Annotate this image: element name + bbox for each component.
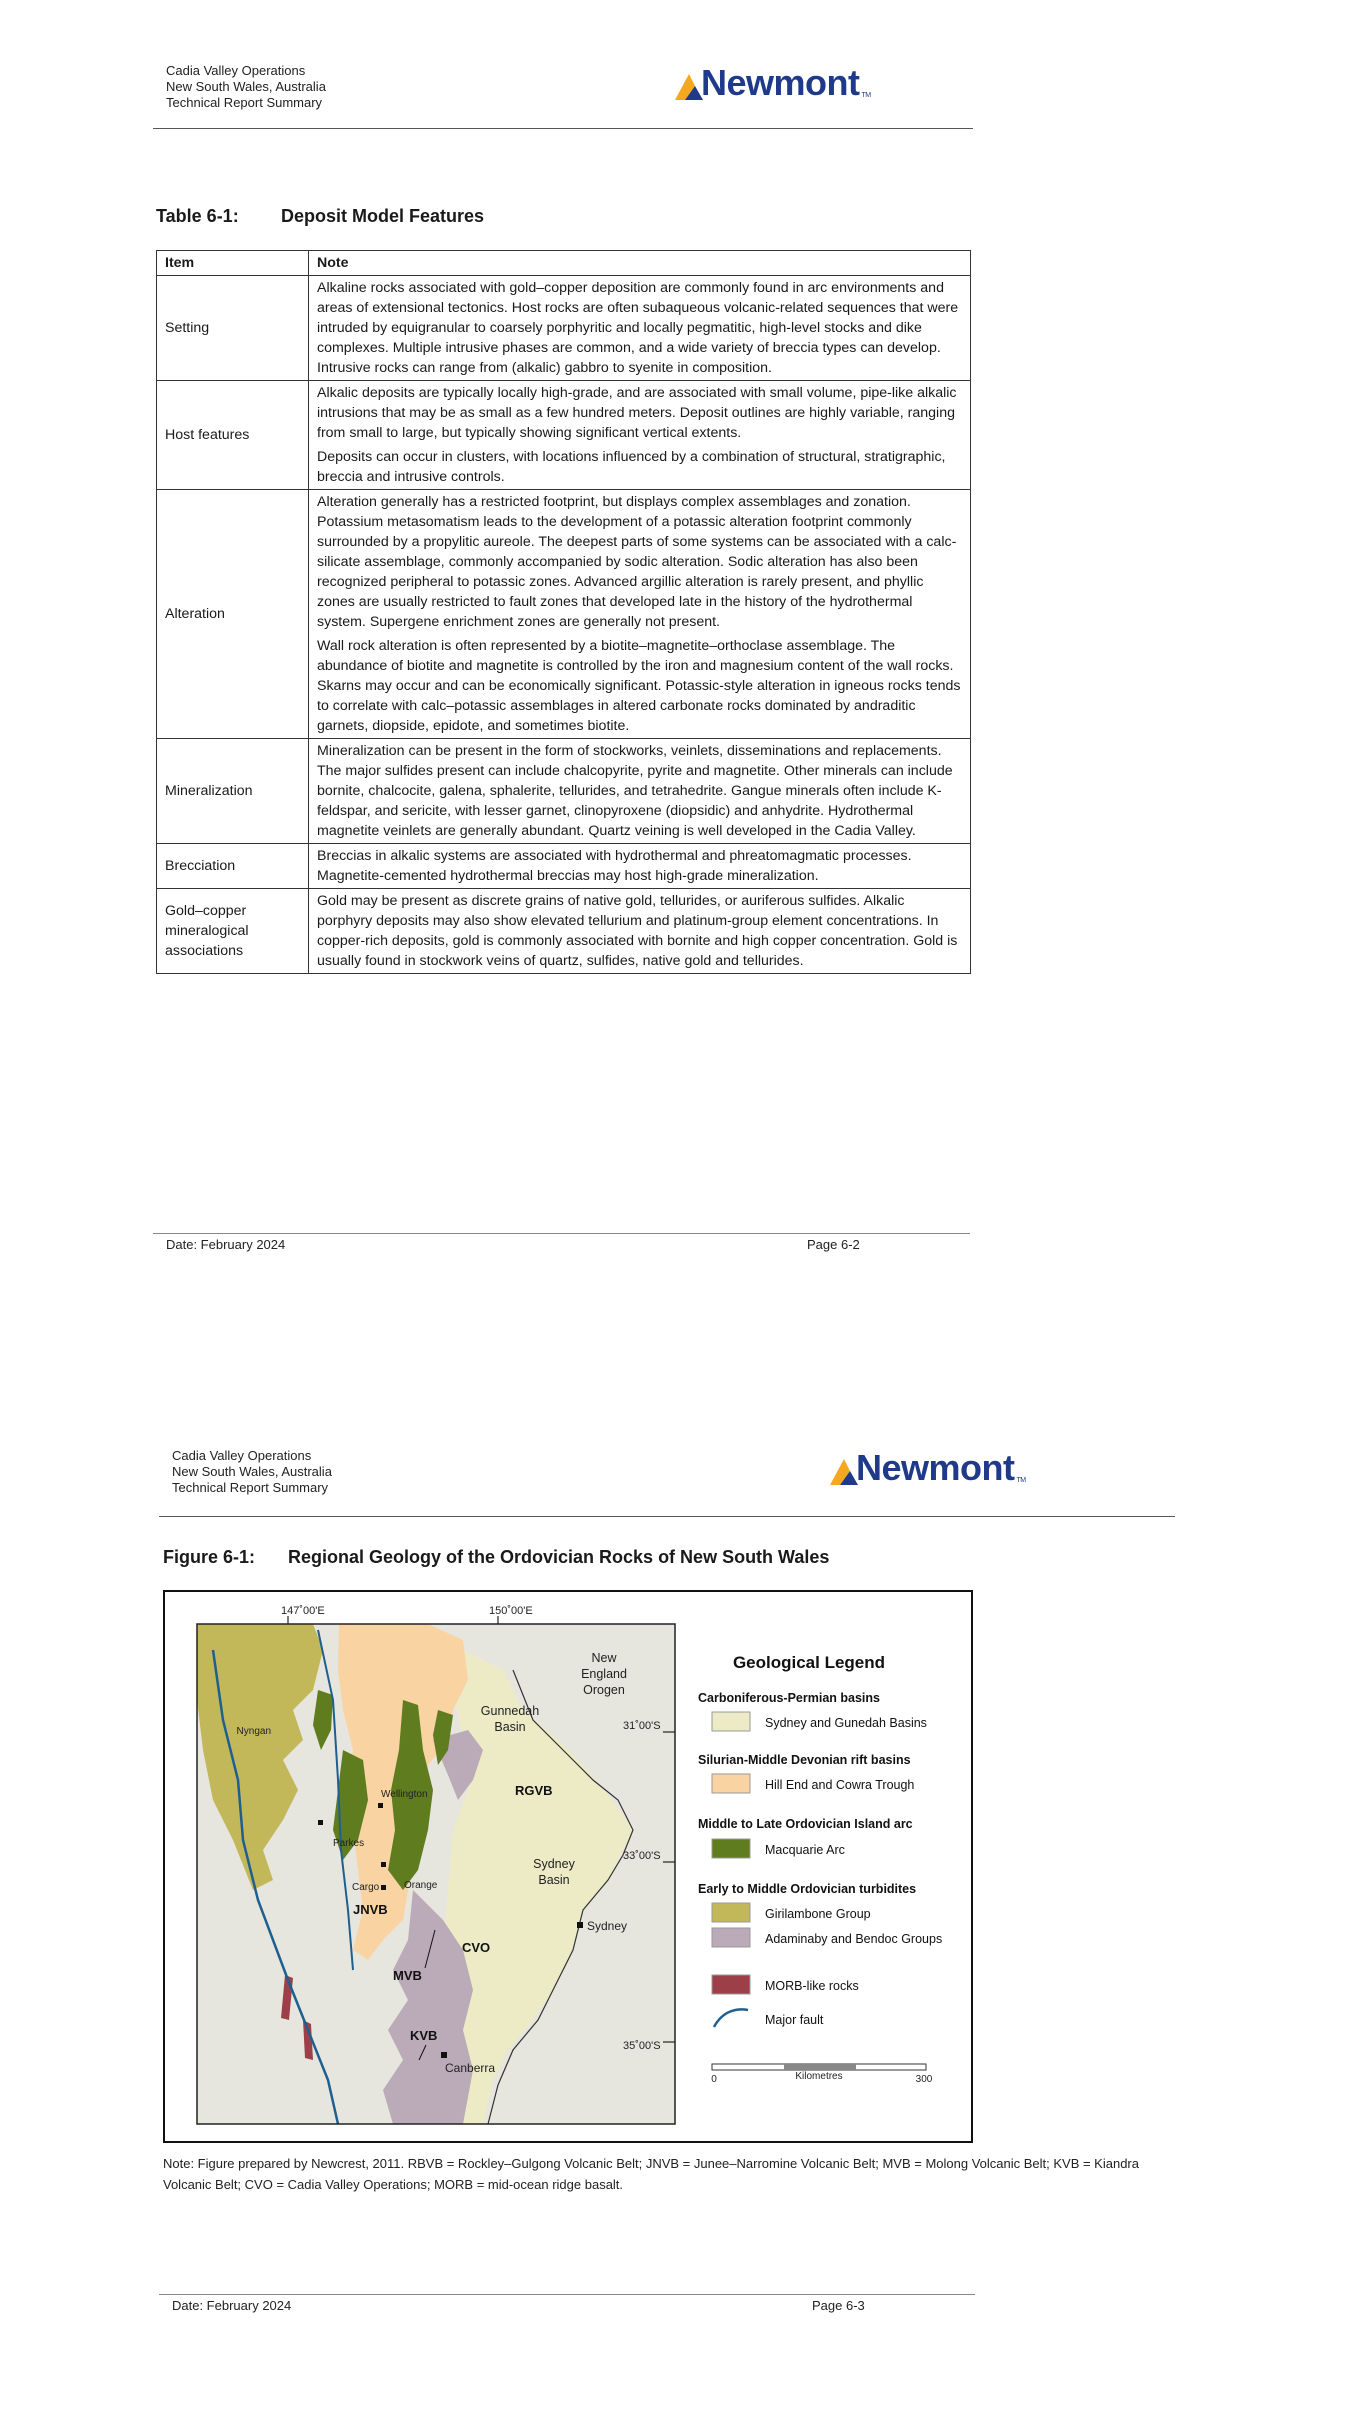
footer-date: Date: February 2024 [166, 1237, 286, 1252]
figure-caption: Regional Geology of the Ordovician Rocks of New South Wales [288, 1547, 830, 1567]
legend-item: MORB-like rocks [765, 1979, 859, 1993]
legend-swatch [712, 1928, 750, 1947]
legend-swatch [712, 1903, 750, 1922]
footer-rule [159, 2294, 975, 2295]
table-row [157, 739, 971, 844]
new-england-label: England [581, 1667, 627, 1681]
regional-geology-figure [163, 1590, 973, 2143]
town-marker [381, 1885, 386, 1890]
deposit-model-table [156, 250, 971, 974]
new-england-label: Orogen [583, 1683, 625, 1697]
note-paragraph: Deposits can occur in clusters, with locations influenced by a combination of structural, stratigraphic, breccia and intrusive controls. [317, 449, 946, 485]
figure-note: Note: Figure prepared by Newcrest, 2011. RBVB = Rockley–Gulgong Volcanic Belt; JNVB = Junee–Narromine Volcanic Belt; MVB = Molong Volcanic Belt; KVB = Kiandra Volcanic Belt; CVO = Cadia Valley Operations; MORB = mid-ocean ridge basalt. [163, 2156, 1139, 2192]
row-item: Host features [157, 381, 309, 490]
table-row [157, 276, 971, 381]
logo-trademark: TM [1016, 1477, 1026, 1484]
note-paragraph: Wall rock alteration is often represented by a biotite–magnetite–orthoclase assemblage. The abundance of biotite and magnetite is controlled by the iron and magnesium content of the wall rocks. Skarns may occur and can be economically significant. Potassic-style alteration in igneous rocks tends to correlate with calc–potassic assemblages in altered carbonate rocks dominated by andraditic garnets, diopside, epidote, and sometimes biotite. [317, 638, 961, 734]
belt-label: MVB [393, 1968, 422, 1983]
note-paragraph: Gold may be present as discrete grains of native gold, tellurides, or auriferous sulfides. Alkalic porphyry deposits may also show elevated tellurium and platinum-group element concentrations. In copper-rich deposits, gold is commonly associated with bornite and high copper concentration. Gold is usually found in stockwork veins of quartz, sulfides, native gold and tellurides. [317, 893, 958, 969]
logo-trademark: TM [861, 92, 871, 99]
town-marker [441, 2052, 447, 2058]
town-label: Nyngan [236, 1726, 271, 1737]
header-line: Technical Report Summary [166, 95, 323, 110]
note-paragraph: Breccias in alkalic systems are associated with hydrothermal and phreatomagmatic processes. Magnetite-cemented hydrothermal breccias may host high-grade mineralization. [317, 848, 912, 884]
page2-header-company [172, 1448, 332, 1496]
legend-heading: Carboniferous-Permian basins [698, 1691, 880, 1705]
legend-item: Adaminaby and Bendoc Groups [765, 1932, 943, 1946]
newmont-logo [675, 62, 871, 104]
lat-label: 31˚00'S [623, 1720, 661, 1732]
belt-label: RGVB [515, 1783, 553, 1798]
table-row [157, 490, 971, 739]
legend-item: Major fault [765, 2013, 824, 2027]
row-item: Setting [157, 276, 309, 381]
row-note [309, 889, 971, 974]
legend-item: Girilambone Group [765, 1907, 871, 1921]
legend-item: Sydney and Gunedah Basins [765, 1716, 927, 1730]
note-paragraph: Alkalic deposits are typically locally high-grade, and are associated with small volume, pipe-like alkalic intrusions that may be as small as a few hundred meters. Deposit outlines are highly variable, ranging from small to large, but typically showing significant vertical extents. [317, 385, 957, 441]
scale-end: 300 [915, 2074, 933, 2085]
table-row [157, 889, 971, 974]
town-label: Cargo [352, 1882, 380, 1893]
figure-title [163, 1547, 829, 1568]
lat-label: 33˚00'S [623, 1850, 661, 1862]
header-line: New South Wales, Australia [166, 79, 326, 94]
header-line: New South Wales, Australia [172, 1464, 332, 1479]
legend-swatch [712, 1975, 750, 1994]
figure-number: Figure 6-1: [163, 1547, 256, 1567]
geology-map [197, 1605, 675, 2124]
town-marker [378, 1803, 383, 1808]
belt-label: KVB [410, 2028, 438, 2043]
legend-heading: Middle to Late Ordovician Island arc [698, 1817, 913, 1831]
column-header-note: Note [309, 251, 971, 276]
town-label: Canberra [445, 2061, 496, 2075]
scale-unit: Kilometres [795, 2071, 843, 2082]
newmont-logo [830, 1447, 1026, 1489]
row-item: Brecciation [157, 844, 309, 889]
table-caption: Deposit Model Features [281, 206, 485, 226]
logo-text: Newmont [856, 1447, 1015, 1488]
sydney-basin-label: Sydney [533, 1857, 575, 1871]
table-title [156, 206, 484, 227]
lat-label: 35˚00'S [623, 2040, 661, 2052]
lon-label: 150˚00'E [489, 1605, 533, 1617]
row-note [309, 844, 971, 889]
legend-swatch [712, 1712, 750, 1731]
table-row [157, 381, 971, 490]
town-label: Orange [404, 1880, 438, 1891]
row-note [309, 381, 971, 490]
footer-rule [153, 1233, 970, 1234]
row-note [309, 490, 971, 739]
footer-date: Date: February 2024 [172, 2298, 292, 2313]
footer-page: Page 6-3 [812, 2298, 865, 2313]
town-marker [577, 1922, 583, 1928]
row-note [309, 276, 971, 381]
legend-item: Hill End and Cowra Trough [765, 1778, 915, 1792]
belt-label: JNVB [353, 1902, 388, 1917]
header-line: Technical Report Summary [172, 1480, 329, 1495]
town-label: Wellington [381, 1789, 428, 1800]
belt-label: CVO [462, 1940, 491, 1955]
row-note [309, 739, 971, 844]
table-number: Table 6-1: [156, 206, 239, 226]
note-paragraph: Alteration generally has a restricted footprint, but displays complex assemblages and zonation. Potassium metasomatism leads to the development of a potassic alteration footprint commonly surrounded by a propylitic aureole. The deepest parts of some systems can be associated with a calc-silicate assemblage, commonly accompanied by sodic alteration. Sodic alteration has also been recognized peripheral to potassic zones. Advanced argillic alteration is rarely present, and phyllic zones are usually restricted to fault zones that developed late in the history of the hydrothermal system. Supergene enrichment zones are generally not present. [317, 494, 957, 630]
scale-start: 0 [711, 2074, 717, 2085]
gunnedah-basin-label: Basin [494, 1720, 526, 1734]
legend-heading: Early to Middle Ordovician turbidites [698, 1882, 917, 1896]
lon-label: 147˚00'E [281, 1605, 325, 1617]
header-rule [159, 1516, 1175, 1517]
footer-page: Page 6-2 [807, 1237, 860, 1252]
table-header-row [157, 251, 971, 276]
column-header-item: Item [157, 251, 309, 276]
town-label: Sydney [587, 1919, 628, 1933]
header-rule [153, 128, 973, 129]
legend-swatch [712, 1774, 750, 1793]
new-england-label: New [591, 1651, 617, 1665]
note-paragraph: Mineralization can be present in the form of stockworks, veinlets, disseminations and replacements. The major sulfides present can include chalcopyrite, pyrite and magnetite. Other minerals can include bornite, chalcocite, galena, sphalerite, tellurides, and tetrahedrite. Gangue minerals often include K-feldspar, and sericite, with lesser garnet, clinopyroxene (diopsidic) and anhydrite. Hydrothermal magnetite veinlets are generally abundant. Quartz veining is well developed in the Cadia Valley. [317, 743, 953, 839]
legend-item: Macquarie Arc [765, 1843, 845, 1857]
town-marker [381, 1862, 386, 1867]
row-item: Gold–copper mineralogical associations [157, 889, 309, 974]
table-row [157, 844, 971, 889]
town-label: Parkes [333, 1838, 365, 1849]
header-line: Cadia Valley Operations [166, 63, 306, 78]
note-paragraph: Alkaline rocks associated with gold–copper deposition are commonly found in arc environments and areas of extensional tectonics. Host rocks are often subaqueous volcanic-related sequences that were intruded by equigranular to coarsely porphyritic and locally pegmatitic, high-level stocks and dike complexes. Multiple intrusive phases are common, and a wide variety of breccia types can develop. Intrusive rocks can range from (alkalic) gabbro to syenite in composition. [317, 280, 959, 376]
page1-header-company [166, 63, 326, 111]
sydney-basin-label: Basin [538, 1873, 570, 1887]
header-line: Cadia Valley Operations [172, 1448, 312, 1463]
gunnedah-basin-label: Gunnedah [480, 1704, 540, 1718]
legend-heading: Silurian-Middle Devonian rift basins [698, 1753, 911, 1767]
logo-text: Newmont [701, 62, 860, 103]
legend-title: Geological Legend [732, 1653, 886, 1672]
scale-bar-segment [784, 2064, 856, 2070]
town-marker [318, 1820, 323, 1825]
row-item: Alteration [157, 490, 309, 739]
legend-swatch [712, 1839, 750, 1858]
row-item: Mineralization [157, 739, 309, 844]
